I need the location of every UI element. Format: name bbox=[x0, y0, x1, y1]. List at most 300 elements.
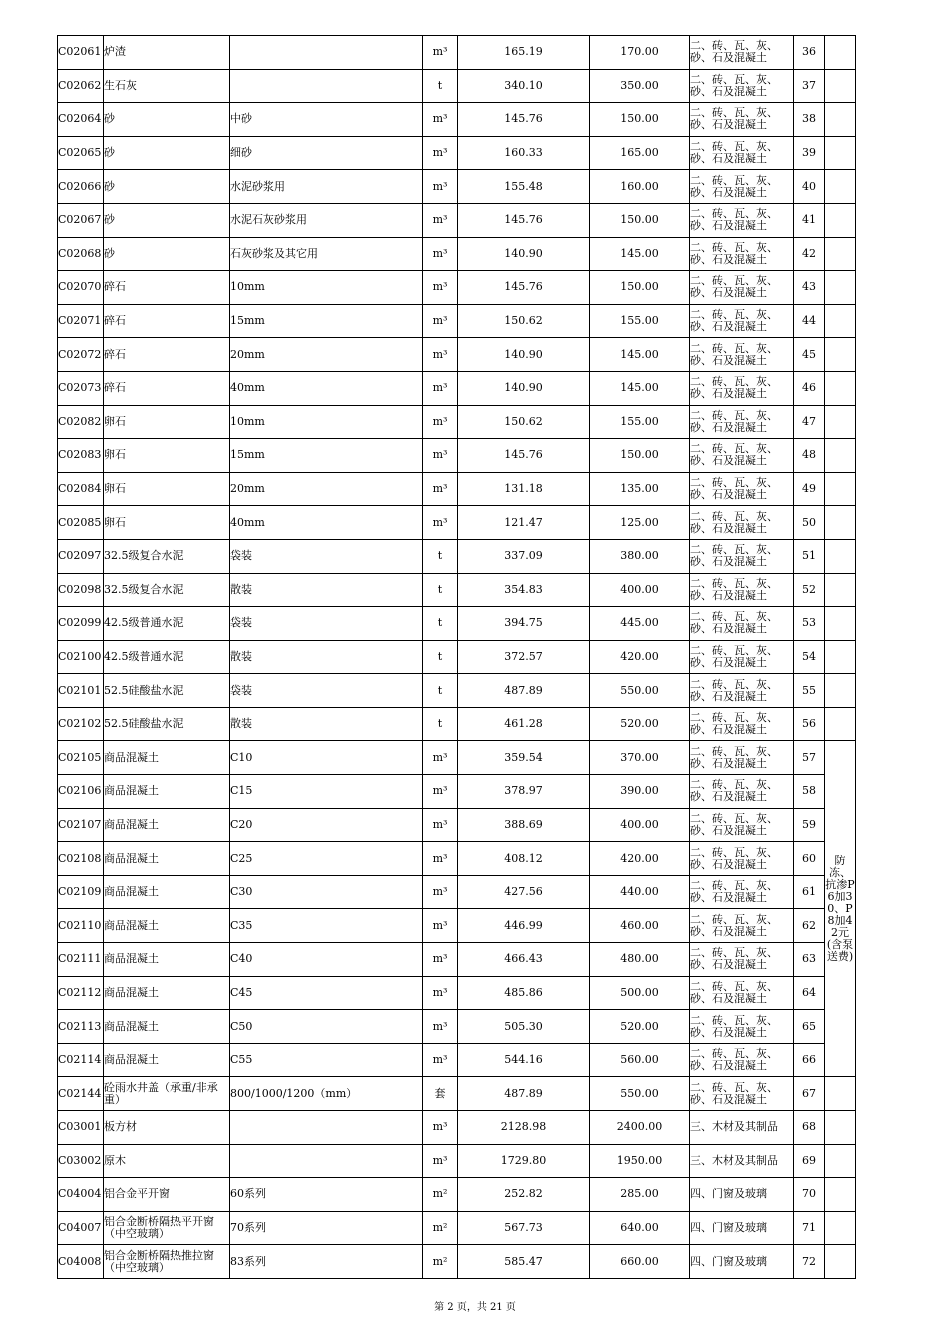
item-price-excl-tax: 427.56 bbox=[458, 875, 590, 909]
remark-cell bbox=[825, 1144, 856, 1178]
item-category: 二、砖、瓦、灰、砂、石及混凝土 bbox=[690, 976, 794, 1010]
item-unit: m³ bbox=[423, 909, 458, 943]
item-unit: m³ bbox=[423, 405, 458, 439]
item-unit: m² bbox=[423, 1245, 458, 1279]
item-index: 44 bbox=[794, 304, 825, 338]
item-category: 二、砖、瓦、灰、砂、石及混凝土 bbox=[690, 842, 794, 876]
remark-cell bbox=[825, 136, 856, 170]
item-name: 碎石 bbox=[104, 371, 230, 405]
item-index: 40 bbox=[794, 170, 825, 204]
item-name: 炉渣 bbox=[104, 36, 230, 70]
item-unit: m³ bbox=[423, 842, 458, 876]
item-name: 商品混凝土 bbox=[104, 1043, 230, 1077]
price-table-body bbox=[58, 36, 856, 1279]
item-price-excl-tax: 252.82 bbox=[458, 1178, 590, 1212]
item-index: 57 bbox=[794, 741, 825, 775]
item-spec: C10 bbox=[230, 741, 423, 775]
item-name: 商品混凝土 bbox=[104, 1010, 230, 1044]
item-spec: 散装 bbox=[230, 573, 423, 607]
item-code: C02073 bbox=[58, 371, 104, 405]
item-price-excl-tax: 487.89 bbox=[458, 1077, 590, 1111]
item-name: 52.5硅酸盐水泥 bbox=[104, 707, 230, 741]
item-spec bbox=[230, 36, 423, 70]
item-code: C02098 bbox=[58, 573, 104, 607]
item-spec: 细砂 bbox=[230, 136, 423, 170]
item-index: 49 bbox=[794, 472, 825, 506]
item-price-incl-tax: 145.00 bbox=[590, 371, 690, 405]
item-price-excl-tax: 140.90 bbox=[458, 338, 590, 372]
item-unit: t bbox=[423, 640, 458, 674]
item-code: C02109 bbox=[58, 875, 104, 909]
item-code: C02064 bbox=[58, 103, 104, 137]
table-row bbox=[58, 909, 856, 943]
item-category: 二、砖、瓦、灰、砂、石及混凝土 bbox=[690, 405, 794, 439]
item-price-incl-tax: 400.00 bbox=[590, 573, 690, 607]
item-spec: 水泥石灰砂浆用 bbox=[230, 203, 423, 237]
table-row bbox=[58, 607, 856, 641]
item-spec: C45 bbox=[230, 976, 423, 1010]
item-price-excl-tax: 160.33 bbox=[458, 136, 590, 170]
remark-cell bbox=[825, 237, 856, 271]
item-price-excl-tax: 446.99 bbox=[458, 909, 590, 943]
item-unit: m³ bbox=[423, 203, 458, 237]
item-spec: 袋装 bbox=[230, 607, 423, 641]
item-price-incl-tax: 420.00 bbox=[590, 640, 690, 674]
item-price-excl-tax: 372.57 bbox=[458, 640, 590, 674]
item-price-excl-tax: 466.43 bbox=[458, 943, 590, 977]
table-row bbox=[58, 338, 856, 372]
item-price-incl-tax: 145.00 bbox=[590, 338, 690, 372]
item-category: 二、砖、瓦、灰、砂、石及混凝土 bbox=[690, 338, 794, 372]
item-code: C02061 bbox=[58, 36, 104, 70]
item-spec: C20 bbox=[230, 808, 423, 842]
item-price-excl-tax: 378.97 bbox=[458, 775, 590, 809]
item-code: C02062 bbox=[58, 69, 104, 103]
item-index: 46 bbox=[794, 371, 825, 405]
item-index: 39 bbox=[794, 136, 825, 170]
item-code: C02072 bbox=[58, 338, 104, 372]
item-price-incl-tax: 440.00 bbox=[590, 875, 690, 909]
item-unit: m³ bbox=[423, 304, 458, 338]
item-name: 砂 bbox=[104, 170, 230, 204]
remark-cell bbox=[825, 1211, 856, 1245]
item-price-incl-tax: 400.00 bbox=[590, 808, 690, 842]
item-name: 卵石 bbox=[104, 472, 230, 506]
table-row bbox=[58, 472, 856, 506]
item-spec: 800/1000/1200（mm） bbox=[230, 1077, 423, 1111]
remark-cell bbox=[825, 439, 856, 473]
item-name: 42.5级普通水泥 bbox=[104, 640, 230, 674]
item-spec: 袋装 bbox=[230, 539, 423, 573]
item-code: C02066 bbox=[58, 170, 104, 204]
item-name: 铝合金平开窗 bbox=[104, 1178, 230, 1212]
item-price-excl-tax: 408.12 bbox=[458, 842, 590, 876]
item-code: C02100 bbox=[58, 640, 104, 674]
remark-cell bbox=[825, 640, 856, 674]
item-spec: C40 bbox=[230, 943, 423, 977]
item-unit: m³ bbox=[423, 775, 458, 809]
item-name: 卵石 bbox=[104, 506, 230, 540]
item-price-incl-tax: 165.00 bbox=[590, 136, 690, 170]
item-price-excl-tax: 145.76 bbox=[458, 203, 590, 237]
item-unit: t bbox=[423, 674, 458, 708]
item-index: 51 bbox=[794, 539, 825, 573]
item-spec: 20mm bbox=[230, 338, 423, 372]
table-row bbox=[58, 103, 856, 137]
item-unit: m³ bbox=[423, 741, 458, 775]
item-unit: m³ bbox=[423, 506, 458, 540]
remark-cell bbox=[825, 203, 856, 237]
item-price-excl-tax: 567.73 bbox=[458, 1211, 590, 1245]
item-spec: 15mm bbox=[230, 304, 423, 338]
item-price-excl-tax: 150.62 bbox=[458, 405, 590, 439]
item-unit: m³ bbox=[423, 472, 458, 506]
item-price-incl-tax: 560.00 bbox=[590, 1043, 690, 1077]
table-row bbox=[58, 875, 856, 909]
table-row bbox=[58, 976, 856, 1010]
item-price-incl-tax: 550.00 bbox=[590, 1077, 690, 1111]
item-price-excl-tax: 2128.98 bbox=[458, 1111, 590, 1145]
table-row bbox=[58, 943, 856, 977]
item-price-excl-tax: 1729.80 bbox=[458, 1144, 590, 1178]
item-name: 砂 bbox=[104, 203, 230, 237]
table-row bbox=[58, 136, 856, 170]
item-code: C02099 bbox=[58, 607, 104, 641]
item-index: 72 bbox=[794, 1245, 825, 1279]
item-price-excl-tax: 121.47 bbox=[458, 506, 590, 540]
remark-cell bbox=[825, 1111, 856, 1145]
item-code: C02110 bbox=[58, 909, 104, 943]
table-row bbox=[58, 271, 856, 305]
item-price-incl-tax: 170.00 bbox=[590, 36, 690, 70]
item-spec: 60系列 bbox=[230, 1178, 423, 1212]
item-index: 63 bbox=[794, 943, 825, 977]
item-category: 二、砖、瓦、灰、砂、石及混凝土 bbox=[690, 539, 794, 573]
item-price-excl-tax: 131.18 bbox=[458, 472, 590, 506]
item-name: 商品混凝土 bbox=[104, 875, 230, 909]
item-price-excl-tax: 354.83 bbox=[458, 573, 590, 607]
item-category: 二、砖、瓦、灰、砂、石及混凝土 bbox=[690, 707, 794, 741]
table-row bbox=[58, 1178, 856, 1212]
item-category: 二、砖、瓦、灰、砂、石及混凝土 bbox=[690, 909, 794, 943]
price-table bbox=[57, 35, 856, 1279]
remark-cell bbox=[825, 271, 856, 305]
item-price-excl-tax: 485.86 bbox=[458, 976, 590, 1010]
item-unit: t bbox=[423, 69, 458, 103]
item-price-excl-tax: 585.47 bbox=[458, 1245, 590, 1279]
item-category: 二、砖、瓦、灰、砂、石及混凝土 bbox=[690, 170, 794, 204]
item-index: 65 bbox=[794, 1010, 825, 1044]
table-row bbox=[58, 405, 856, 439]
remark-cell bbox=[825, 1245, 856, 1279]
item-index: 53 bbox=[794, 607, 825, 641]
item-category: 二、砖、瓦、灰、砂、石及混凝土 bbox=[690, 1043, 794, 1077]
item-category: 二、砖、瓦、灰、砂、石及混凝土 bbox=[690, 775, 794, 809]
item-category: 二、砖、瓦、灰、砂、石及混凝土 bbox=[690, 506, 794, 540]
item-code: C04007 bbox=[58, 1211, 104, 1245]
item-code: C02107 bbox=[58, 808, 104, 842]
table-row bbox=[58, 842, 856, 876]
item-price-incl-tax: 520.00 bbox=[590, 1010, 690, 1044]
item-index: 71 bbox=[794, 1211, 825, 1245]
item-unit: m³ bbox=[423, 170, 458, 204]
table-row bbox=[58, 1077, 856, 1111]
item-unit: 套 bbox=[423, 1077, 458, 1111]
table-row bbox=[58, 170, 856, 204]
item-category: 二、砖、瓦、灰、砂、石及混凝土 bbox=[690, 808, 794, 842]
table-row bbox=[58, 371, 856, 405]
item-name: 板方材 bbox=[104, 1111, 230, 1145]
remark-cell bbox=[825, 506, 856, 540]
item-price-incl-tax: 150.00 bbox=[590, 439, 690, 473]
item-index: 64 bbox=[794, 976, 825, 1010]
item-price-incl-tax: 125.00 bbox=[590, 506, 690, 540]
item-price-excl-tax: 394.75 bbox=[458, 607, 590, 641]
item-unit: m³ bbox=[423, 136, 458, 170]
item-category: 四、门窗及玻璃 bbox=[690, 1245, 794, 1279]
item-price-excl-tax: 155.48 bbox=[458, 170, 590, 204]
item-code: C02102 bbox=[58, 707, 104, 741]
item-price-excl-tax: 140.90 bbox=[458, 371, 590, 405]
remark-cell bbox=[825, 338, 856, 372]
item-spec: 水泥砂浆用 bbox=[230, 170, 423, 204]
page-footer: 第 2 页，共 21 页 bbox=[434, 1302, 516, 1313]
item-code: C03001 bbox=[58, 1111, 104, 1145]
item-code: C02114 bbox=[58, 1043, 104, 1077]
table-row bbox=[58, 203, 856, 237]
item-price-excl-tax: 145.76 bbox=[458, 439, 590, 473]
table-row bbox=[58, 539, 856, 573]
remark-cell bbox=[825, 573, 856, 607]
item-name: 砂 bbox=[104, 136, 230, 170]
item-unit: m³ bbox=[423, 943, 458, 977]
item-category: 二、砖、瓦、灰、砂、石及混凝土 bbox=[690, 472, 794, 506]
remark-cell bbox=[825, 607, 856, 641]
item-spec: 10mm bbox=[230, 405, 423, 439]
item-price-incl-tax: 145.00 bbox=[590, 237, 690, 271]
remark-cell bbox=[825, 539, 856, 573]
item-index: 45 bbox=[794, 338, 825, 372]
item-name: 商品混凝土 bbox=[104, 943, 230, 977]
table-row bbox=[58, 1111, 856, 1145]
item-spec: 石灰砂浆及其它用 bbox=[230, 237, 423, 271]
item-unit: m³ bbox=[423, 976, 458, 1010]
item-index: 55 bbox=[794, 674, 825, 708]
table-row bbox=[58, 1010, 856, 1044]
item-name: 52.5硅酸盐水泥 bbox=[104, 674, 230, 708]
item-name: 32.5级复合水泥 bbox=[104, 573, 230, 607]
table-row bbox=[58, 439, 856, 473]
item-price-incl-tax: 480.00 bbox=[590, 943, 690, 977]
item-spec bbox=[230, 1144, 423, 1178]
item-price-incl-tax: 520.00 bbox=[590, 707, 690, 741]
item-code: C02070 bbox=[58, 271, 104, 305]
item-category: 二、砖、瓦、灰、砂、石及混凝土 bbox=[690, 674, 794, 708]
item-category: 二、砖、瓦、灰、砂、石及混凝土 bbox=[690, 607, 794, 641]
item-code: C04008 bbox=[58, 1245, 104, 1279]
item-category: 三、木材及其制品 bbox=[690, 1144, 794, 1178]
remark-cell bbox=[825, 170, 856, 204]
item-code: C02108 bbox=[58, 842, 104, 876]
item-index: 41 bbox=[794, 203, 825, 237]
item-price-incl-tax: 350.00 bbox=[590, 69, 690, 103]
item-index: 50 bbox=[794, 506, 825, 540]
item-code: C02112 bbox=[58, 976, 104, 1010]
item-code: C02111 bbox=[58, 943, 104, 977]
item-spec: 83系列 bbox=[230, 1245, 423, 1279]
item-price-excl-tax: 145.76 bbox=[458, 271, 590, 305]
item-name: 铝合金断桥隔热推拉窗（中空玻璃） bbox=[104, 1245, 230, 1279]
remark-cell bbox=[825, 405, 856, 439]
item-index: 58 bbox=[794, 775, 825, 809]
item-category: 二、砖、瓦、灰、砂、石及混凝土 bbox=[690, 943, 794, 977]
item-category: 二、砖、瓦、灰、砂、石及混凝土 bbox=[690, 203, 794, 237]
item-spec bbox=[230, 69, 423, 103]
item-category: 二、砖、瓦、灰、砂、石及混凝土 bbox=[690, 237, 794, 271]
item-index: 61 bbox=[794, 875, 825, 909]
item-index: 38 bbox=[794, 103, 825, 137]
table-row bbox=[58, 304, 856, 338]
item-price-excl-tax: 140.90 bbox=[458, 237, 590, 271]
item-name: 砂 bbox=[104, 237, 230, 271]
item-code: C02113 bbox=[58, 1010, 104, 1044]
item-spec: C35 bbox=[230, 909, 423, 943]
item-unit: m³ bbox=[423, 1010, 458, 1044]
item-unit: m³ bbox=[423, 808, 458, 842]
item-price-excl-tax: 505.30 bbox=[458, 1010, 590, 1044]
item-name: 商品混凝土 bbox=[104, 909, 230, 943]
item-price-incl-tax: 160.00 bbox=[590, 170, 690, 204]
item-index: 47 bbox=[794, 405, 825, 439]
item-index: 56 bbox=[794, 707, 825, 741]
item-price-incl-tax: 1950.00 bbox=[590, 1144, 690, 1178]
item-spec: C25 bbox=[230, 842, 423, 876]
item-category: 二、砖、瓦、灰、砂、石及混凝土 bbox=[690, 741, 794, 775]
item-spec: C15 bbox=[230, 775, 423, 809]
item-code: C02144 bbox=[58, 1077, 104, 1111]
item-name: 商品混凝土 bbox=[104, 775, 230, 809]
item-name: 商品混凝土 bbox=[104, 976, 230, 1010]
item-unit: m³ bbox=[423, 237, 458, 271]
item-spec: 40mm bbox=[230, 506, 423, 540]
item-code: C02065 bbox=[58, 136, 104, 170]
table-row bbox=[58, 808, 856, 842]
item-name: 砼雨水井盖（承重/非承重） bbox=[104, 1077, 230, 1111]
table-row bbox=[58, 674, 856, 708]
item-spec: 70系列 bbox=[230, 1211, 423, 1245]
item-price-excl-tax: 165.19 bbox=[458, 36, 590, 70]
remark-cell bbox=[825, 1178, 856, 1212]
item-unit: m³ bbox=[423, 1043, 458, 1077]
item-category: 二、砖、瓦、灰、砂、石及混凝土 bbox=[690, 371, 794, 405]
item-unit: m³ bbox=[423, 271, 458, 305]
item-index: 60 bbox=[794, 842, 825, 876]
item-code: C02085 bbox=[58, 506, 104, 540]
item-unit: m³ bbox=[423, 338, 458, 372]
item-price-incl-tax: 420.00 bbox=[590, 842, 690, 876]
item-price-incl-tax: 155.00 bbox=[590, 304, 690, 338]
item-code: C02068 bbox=[58, 237, 104, 271]
table-row bbox=[58, 640, 856, 674]
item-name: 铝合金断桥隔热平开窗（中空玻璃） bbox=[104, 1211, 230, 1245]
item-index: 37 bbox=[794, 69, 825, 103]
item-price-incl-tax: 380.00 bbox=[590, 539, 690, 573]
item-category: 二、砖、瓦、灰、砂、石及混凝土 bbox=[690, 271, 794, 305]
item-name: 卵石 bbox=[104, 405, 230, 439]
item-price-incl-tax: 2400.00 bbox=[590, 1111, 690, 1145]
item-index: 36 bbox=[794, 36, 825, 70]
item-price-incl-tax: 500.00 bbox=[590, 976, 690, 1010]
item-name: 生石灰 bbox=[104, 69, 230, 103]
item-price-excl-tax: 359.54 bbox=[458, 741, 590, 775]
item-price-excl-tax: 150.62 bbox=[458, 304, 590, 338]
item-code: C02106 bbox=[58, 775, 104, 809]
item-index: 54 bbox=[794, 640, 825, 674]
table-row bbox=[58, 1211, 856, 1245]
item-name: 商品混凝土 bbox=[104, 842, 230, 876]
item-category: 三、木材及其制品 bbox=[690, 1111, 794, 1145]
item-unit: m³ bbox=[423, 103, 458, 137]
item-price-incl-tax: 370.00 bbox=[590, 741, 690, 775]
item-name: 32.5级复合水泥 bbox=[104, 539, 230, 573]
item-spec: 40mm bbox=[230, 371, 423, 405]
item-unit: m² bbox=[423, 1211, 458, 1245]
item-code: C02084 bbox=[58, 472, 104, 506]
item-price-excl-tax: 388.69 bbox=[458, 808, 590, 842]
item-price-excl-tax: 145.76 bbox=[458, 103, 590, 137]
table-row bbox=[58, 69, 856, 103]
item-category: 二、砖、瓦、灰、砂、石及混凝土 bbox=[690, 136, 794, 170]
item-price-incl-tax: 150.00 bbox=[590, 271, 690, 305]
item-price-incl-tax: 445.00 bbox=[590, 607, 690, 641]
item-code: C02067 bbox=[58, 203, 104, 237]
item-name: 砂 bbox=[104, 103, 230, 137]
item-price-incl-tax: 150.00 bbox=[590, 203, 690, 237]
remark-cell bbox=[825, 472, 856, 506]
item-category: 二、砖、瓦、灰、砂、石及混凝土 bbox=[690, 1010, 794, 1044]
item-name: 碎石 bbox=[104, 304, 230, 338]
remark-cell bbox=[825, 103, 856, 137]
item-unit: m³ bbox=[423, 875, 458, 909]
item-index: 62 bbox=[794, 909, 825, 943]
item-price-incl-tax: 150.00 bbox=[590, 103, 690, 137]
item-spec: C50 bbox=[230, 1010, 423, 1044]
item-name: 商品混凝土 bbox=[104, 808, 230, 842]
item-spec: 袋装 bbox=[230, 674, 423, 708]
item-code: C02101 bbox=[58, 674, 104, 708]
item-spec: 10mm bbox=[230, 271, 423, 305]
remark-cell bbox=[825, 69, 856, 103]
item-spec: C30 bbox=[230, 875, 423, 909]
table-row bbox=[58, 36, 856, 70]
item-unit: m³ bbox=[423, 1111, 458, 1145]
item-code: C02082 bbox=[58, 405, 104, 439]
remark-cell bbox=[825, 371, 856, 405]
item-spec: 散装 bbox=[230, 707, 423, 741]
item-name: 商品混凝土 bbox=[104, 741, 230, 775]
item-name: 卵石 bbox=[104, 439, 230, 473]
item-spec: 散装 bbox=[230, 640, 423, 674]
table-row bbox=[58, 1245, 856, 1279]
item-index: 52 bbox=[794, 573, 825, 607]
item-price-excl-tax: 544.16 bbox=[458, 1043, 590, 1077]
item-code: C03002 bbox=[58, 1144, 104, 1178]
concrete-note: 防冻、抗渗P6加30、P8加42元(含泵送费) bbox=[825, 741, 856, 1077]
item-unit: t bbox=[423, 707, 458, 741]
remark-cell bbox=[825, 674, 856, 708]
item-category: 二、砖、瓦、灰、砂、石及混凝土 bbox=[690, 103, 794, 137]
remark-cell bbox=[825, 36, 856, 70]
